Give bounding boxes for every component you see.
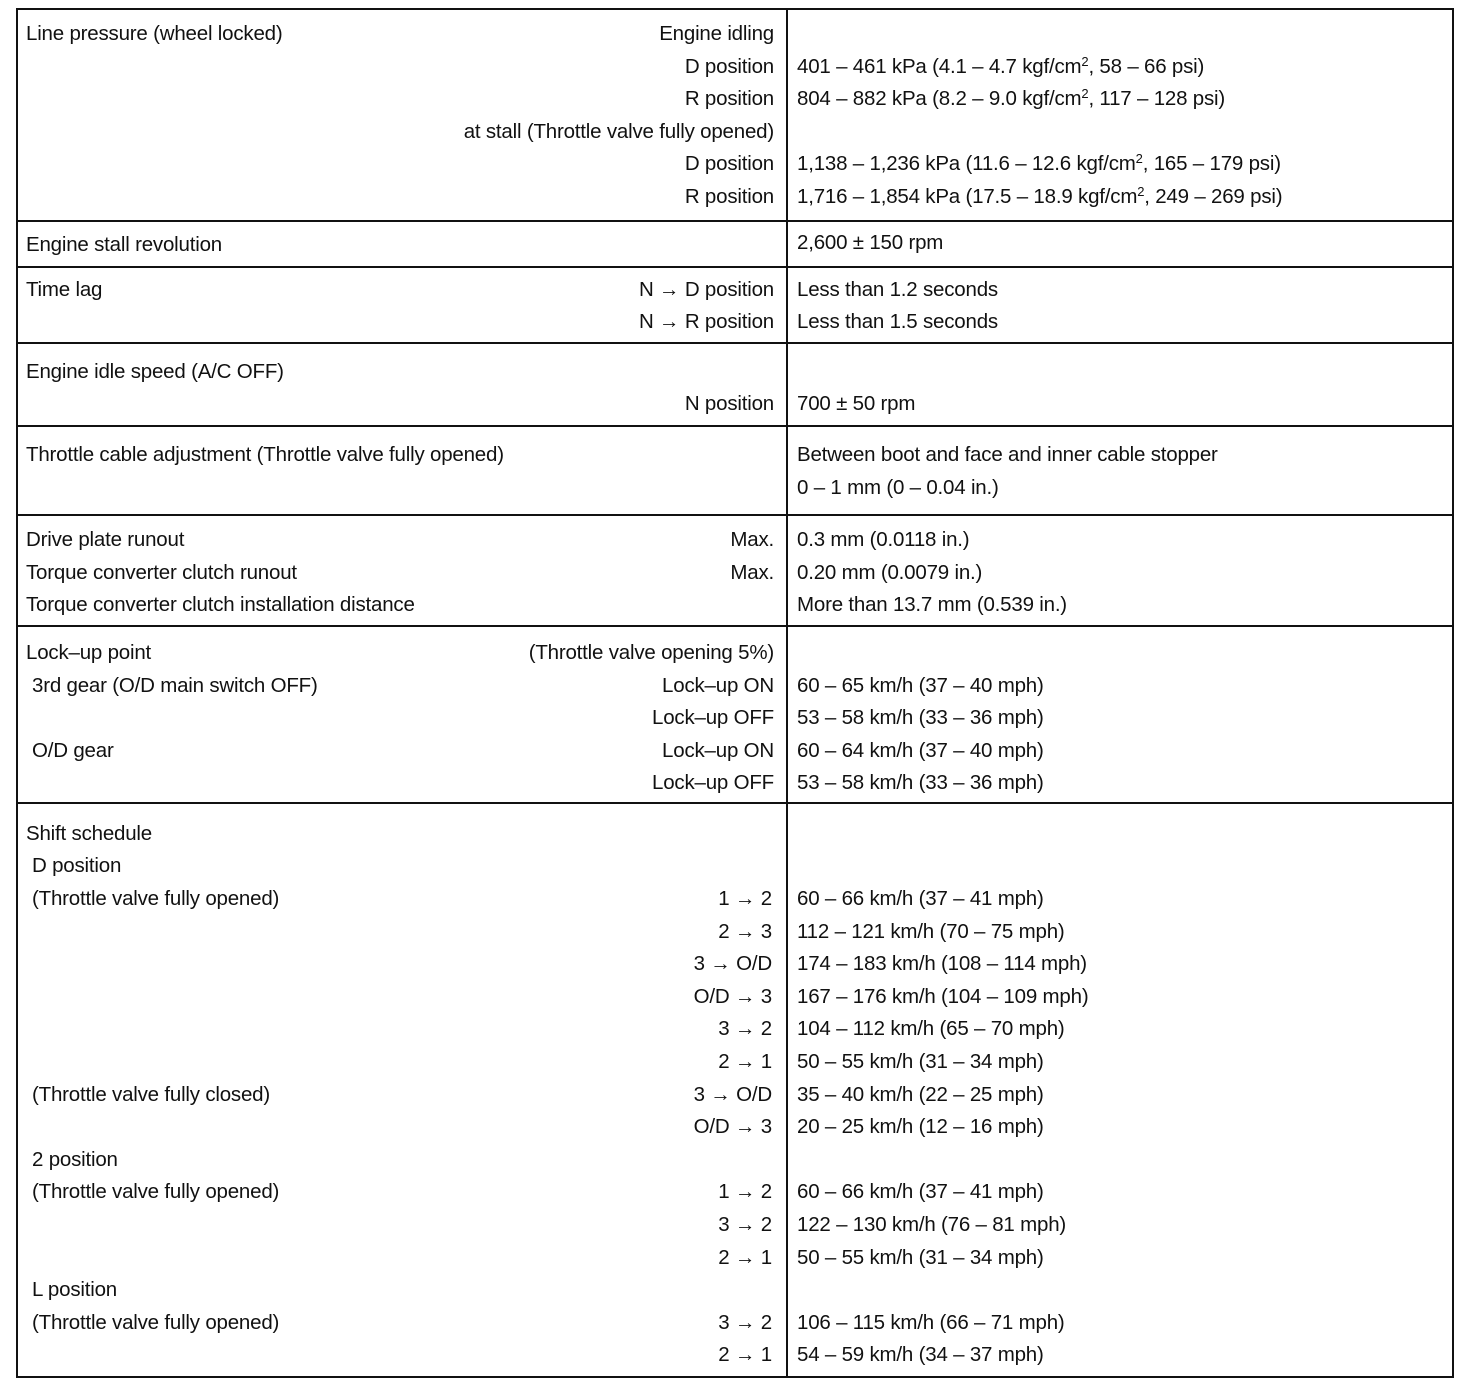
spec-table (16, 8, 1454, 1378)
row (18, 637, 786, 670)
row (18, 1307, 786, 1340)
row (788, 116, 1452, 149)
row (18, 702, 786, 735)
row (18, 1111, 786, 1144)
row (18, 883, 786, 916)
lockup-on-label: Lock–up ON (662, 738, 774, 762)
converter-runout-label: Torque converter clutch runout (26, 560, 297, 584)
label-col (18, 427, 788, 514)
value-col (788, 627, 1452, 802)
throttle-cable-value-2: 0 – 1 mm (0 – 0.04 in.) (797, 475, 999, 499)
shift-value: 20 – 25 km/h (12 – 16 mph) (797, 1115, 1044, 1139)
row (18, 818, 786, 851)
idle-speed-label: Engine idle speed (A/C OFF) (26, 359, 284, 383)
row (788, 637, 1452, 670)
throttle-fully-opened-label: (Throttle valve fully opened) (32, 1180, 280, 1204)
stall-revolution-label: Engine stall revolution (26, 232, 222, 256)
d-position-label: D position (684, 152, 774, 176)
row (18, 948, 786, 981)
row (18, 1274, 786, 1307)
shift-value: 122 – 130 km/h (76 – 81 mph) (797, 1213, 1067, 1236)
d-position-heading: D position (32, 854, 122, 878)
stall-revolution-value: 2,600 ± 150 rpm (797, 230, 944, 254)
row (18, 181, 786, 214)
value-col (788, 344, 1452, 425)
row (788, 1274, 1452, 1307)
l-position-heading: L position (32, 1278, 117, 1302)
label-col (18, 268, 788, 342)
shift-value: 174 – 183 km/h (108 – 114 mph) (797, 952, 1087, 976)
row (18, 222, 786, 266)
shift-condition: 3 → 2 (718, 1017, 772, 1041)
at-stall-label: at stall (Throttle valve fully opened) (463, 119, 774, 143)
row (788, 1144, 1452, 1177)
lockup-value: 60 – 65 km/h (37 – 40 mph) (797, 673, 1044, 697)
shift-value: 106 – 115 km/h (66 – 71 mph) (797, 1310, 1065, 1334)
label-col (18, 222, 788, 266)
section-time-lag (18, 266, 1452, 342)
label-col (18, 344, 788, 425)
value: 401 – 461 kPa (4.1 – 4.7 kgf/$cm^2$, 58 – 66 psi) (797, 53, 1205, 78)
row (18, 1176, 786, 1209)
throttle-fully-opened-label: (Throttle valve fully opened) (32, 1310, 280, 1334)
shift-condition: 2 → 1 (718, 1050, 772, 1074)
section-stall-revolution (18, 220, 1452, 266)
installation-distance-value: More than 13.7 mm (0.539 in.) (797, 593, 1067, 617)
installation-distance-label: Torque converter clutch installation distance (26, 593, 415, 617)
value: 804 – 882 kPa (8.2 – 9.0 kgf/$cm^2$, 117 – 128 psi) (797, 86, 1226, 111)
d-position-label: D position (684, 54, 774, 78)
idle-speed-value: 700 ± 50 rpm (797, 392, 916, 416)
lockup-on-label: Lock–up ON (662, 673, 774, 697)
throttle-fully-closed-label: (Throttle valve fully closed) (32, 1082, 271, 1106)
r-position-label: R position (684, 87, 774, 111)
row (18, 735, 786, 768)
throttle-cable-value-1: Between boot and face and inner cable stopper (797, 442, 1218, 466)
row (18, 439, 786, 472)
row (18, 767, 786, 800)
value: 1,716 – 1,854 kPa (17.5 – 18.9 kgf/$cm^2$, 249 – 269 psi) (797, 183, 1283, 208)
row (18, 524, 786, 557)
od-gear-label: O/D gear (32, 738, 114, 762)
drive-plate-runout-value: 0.3 mm (0.0118 in.) (797, 528, 970, 552)
section-shift-schedule (18, 802, 1452, 1376)
row (18, 274, 786, 307)
row (18, 981, 786, 1014)
shift-schedule-label: Shift schedule (26, 821, 152, 845)
value: 1,138 – 1,236 kPa (11.6 – 12.6 kgf/$cm^2$, 165 – 179 psi) (797, 151, 1281, 176)
row (18, 472, 786, 505)
value-col (788, 222, 1452, 266)
row (18, 388, 786, 421)
shift-condition: O/D → 3 (693, 1115, 772, 1139)
shift-condition: 1 → 2 (718, 1180, 772, 1204)
row (18, 1046, 786, 1079)
line-pressure-label: Line pressure (wheel locked) (26, 22, 283, 45)
value-col (788, 10, 1452, 220)
row (18, 1013, 786, 1046)
row (18, 51, 786, 84)
shift-value: 60 – 66 km/h (37 – 41 mph) (797, 887, 1044, 911)
row (18, 148, 786, 181)
lockup-value: 53 – 58 km/h (33 – 36 mph) (797, 771, 1044, 795)
r-position-label: R position (684, 184, 774, 208)
row (18, 1209, 786, 1242)
n-position-label: N position (684, 392, 774, 416)
section-throttle-cable (18, 425, 1452, 514)
row (18, 589, 786, 622)
time-lag-label: Time lag (26, 277, 103, 301)
row (18, 1144, 786, 1177)
converter-runout-value: 0.20 mm (0.0079 in.) (797, 560, 983, 584)
lockup-value: 53 – 58 km/h (33 – 36 mph) (797, 706, 1044, 730)
label-col (18, 516, 788, 625)
drive-plate-runout-label: Drive plate runout (26, 528, 185, 552)
shift-condition: 2 → 1 (718, 1343, 772, 1367)
label-col (18, 627, 788, 802)
section-idle-speed (18, 342, 1452, 425)
lockup-value: 60 – 64 km/h (37 – 40 mph) (797, 738, 1044, 762)
row (18, 670, 786, 703)
shift-value: 54 – 59 km/h (34 – 37 mph) (797, 1343, 1044, 1367)
shift-condition: 3 → 2 (718, 1310, 772, 1334)
shift-value: 104 – 112 km/h (65 – 70 mph) (797, 1017, 1065, 1041)
section-lockup (18, 625, 1452, 802)
row (788, 850, 1452, 883)
max-label: Max. (730, 528, 774, 552)
value-col (788, 268, 1452, 342)
row (788, 18, 1452, 51)
row (18, 850, 786, 883)
row (18, 83, 786, 116)
shift-condition: O/D → 3 (693, 984, 772, 1008)
shift-value: 35 – 40 km/h (22 – 25 mph) (797, 1082, 1044, 1106)
shift-value: 112 – 121 km/h (70 – 75 mph) (797, 919, 1065, 943)
value-col (788, 804, 1452, 1376)
shift-condition: 2 → 1 (718, 1245, 772, 1269)
engine-idling-label: Engine idling (659, 22, 774, 45)
lockup-off-label: Lock–up OFF (652, 771, 774, 795)
shift-condition: 2 → 3 (718, 919, 772, 943)
shift-condition: 3 → O/D (693, 1082, 772, 1106)
row (18, 1339, 786, 1372)
shift-value: 50 – 55 km/h (31 – 34 mph) (797, 1245, 1044, 1269)
lockup-off-label: Lock–up OFF (652, 706, 774, 730)
section-runout (18, 514, 1452, 625)
row (18, 1242, 786, 1275)
max-label: Max. (730, 560, 774, 584)
value-col (788, 427, 1452, 514)
row (18, 1079, 786, 1112)
n-d-value: Less than 1.2 seconds (797, 277, 998, 301)
n-r-value: Less than 1.5 seconds (797, 310, 998, 334)
row (18, 557, 786, 590)
two-position-heading: 2 position (32, 1147, 118, 1171)
n-d-label: N → D position (638, 277, 774, 301)
value-col (788, 516, 1452, 625)
shift-value: 50 – 55 km/h (31 – 34 mph) (797, 1050, 1044, 1074)
row (18, 306, 786, 339)
shift-condition: 3 → O/D (693, 952, 772, 976)
row (18, 18, 786, 51)
row (788, 356, 1452, 389)
row (18, 356, 786, 389)
label-col (18, 10, 788, 220)
shift-condition: 1 → 2 (718, 887, 772, 911)
section-line-pressure (18, 10, 1452, 220)
shift-value: 167 – 176 km/h (104 – 109 mph) (797, 984, 1089, 1008)
third-gear-label: 3rd gear (O/D main switch OFF) (32, 673, 318, 697)
n-r-label: N → R position (638, 310, 774, 334)
row (18, 116, 786, 149)
row (18, 916, 786, 949)
label-col (18, 804, 788, 1376)
shift-value: 60 – 66 km/h (37 – 41 mph) (797, 1180, 1044, 1204)
lockup-label: Lock–up point (26, 640, 152, 664)
lockup-condition: (Throttle valve opening 5%) (528, 640, 774, 664)
throttle-fully-opened-label: (Throttle valve fully opened) (32, 887, 280, 911)
row (788, 818, 1452, 851)
shift-condition: 3 → 2 (718, 1213, 772, 1236)
throttle-cable-label: Throttle cable adjustment (Throttle valve fully opened) (26, 442, 504, 466)
